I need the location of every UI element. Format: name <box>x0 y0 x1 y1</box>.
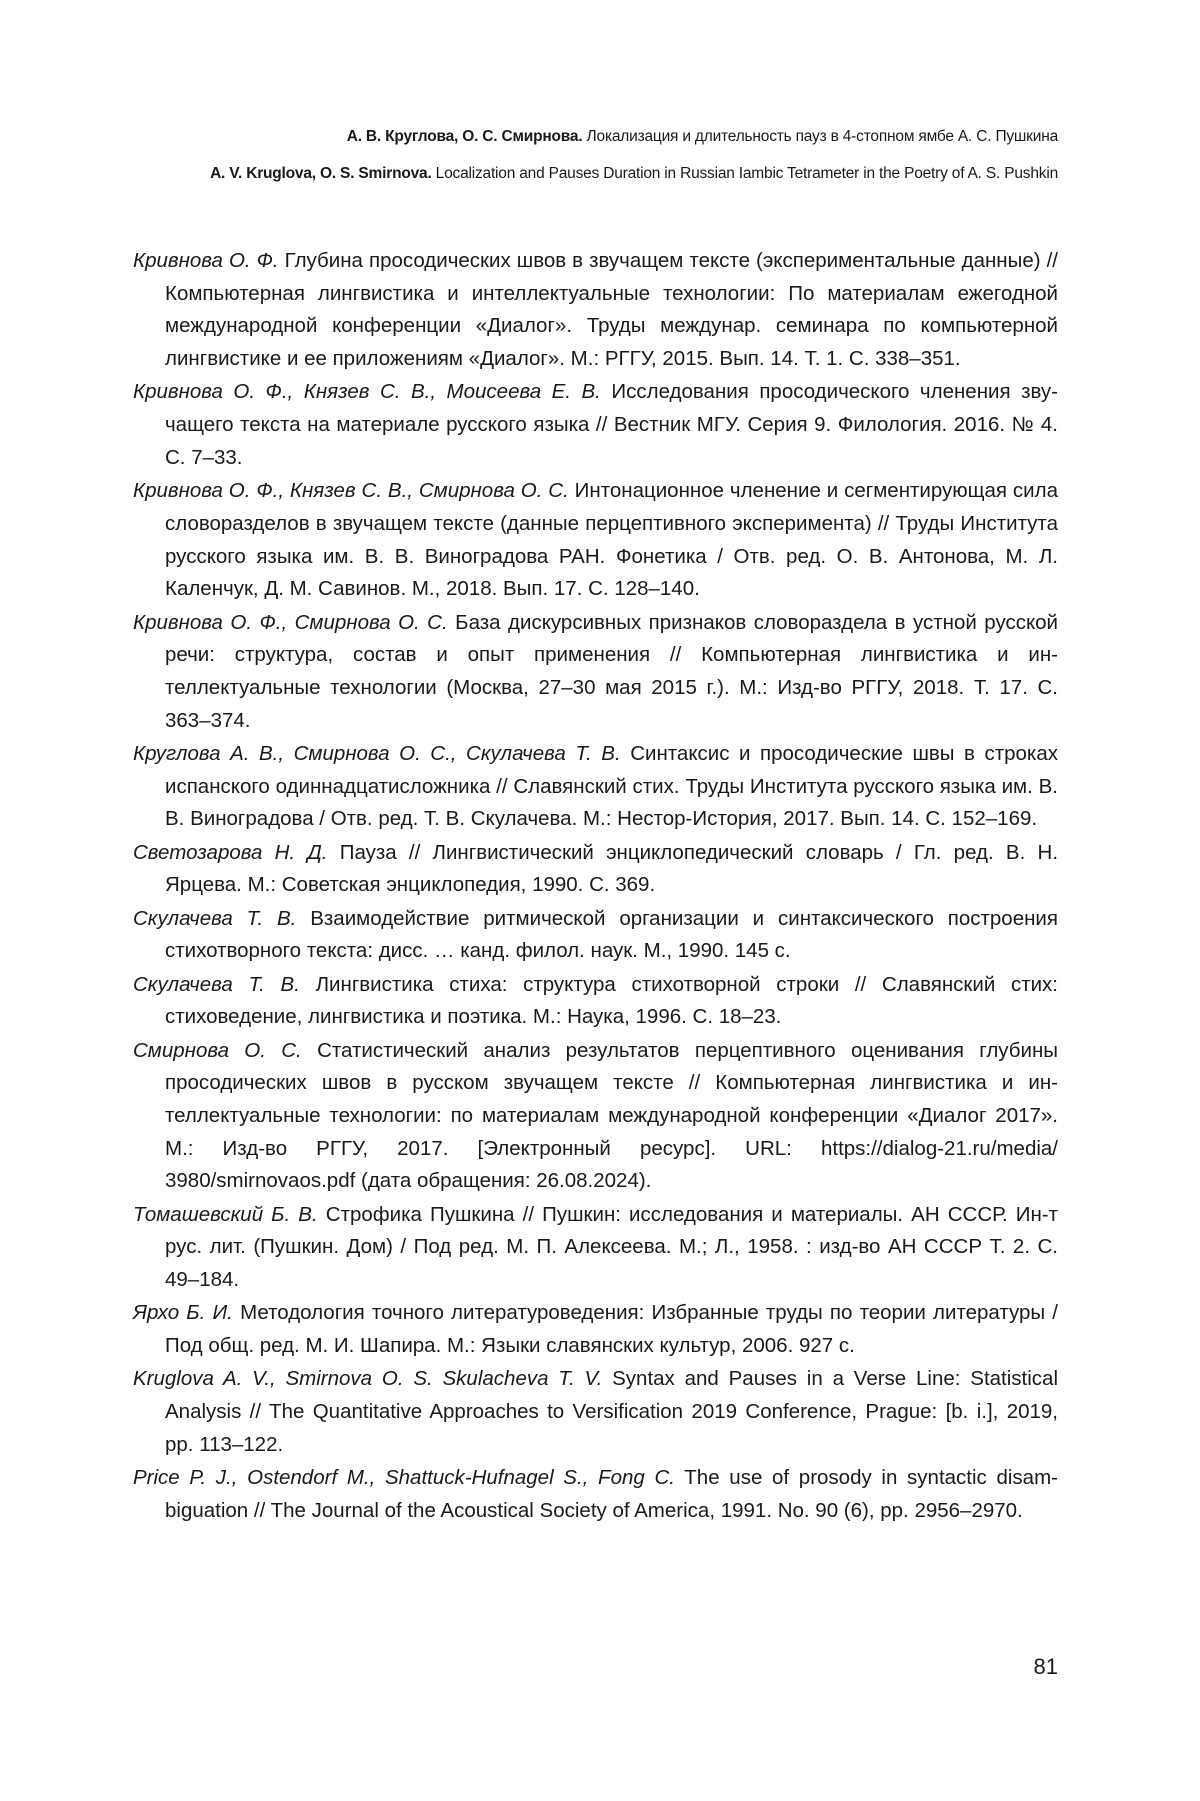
reference-entry <box>133 607 1058 738</box>
reference-authors: Томашевский Б. В. <box>133 1202 318 1226</box>
reference-entry <box>133 969 1058 1034</box>
running-head-russian <box>133 126 1058 148</box>
reference-authors: Светозарова Н. Д. <box>133 840 328 864</box>
reference-entry <box>133 903 1058 968</box>
reference-entry <box>133 475 1058 606</box>
reference-authors: Смирнова О. С. <box>133 1038 302 1062</box>
reference-text: Строфика Пушкина // Пушкин: исследования и материалы. АН СССР. Ин-т рус. лит. (Пушкин. Дом) / Под ред. М. П. Алексеева. М.; Л., 1958. : изд-во АН СССР Т. 2. С. 49–184. <box>165 1202 1058 1292</box>
reference-entry <box>133 376 1058 474</box>
running-head-ru-authors: А. В. Круглова, О. С. Смирнова. <box>346 128 583 145</box>
running-head-english <box>133 163 1058 185</box>
reference-authors: Price P. J., Ostendorf M., Shattuck-Hufnagel S., Fong C. <box>133 1466 675 1490</box>
reference-text: Исследования просодического членения звучащего текста на материале русского языка // Вестник МГУ. Серия 9. Филология. 2016. № 4. С. 7–33. <box>165 380 1058 469</box>
reference-text: Пауза // Лингвистический энциклопедический словарь / Гл. ред. В. Н. Ярцева. М.: Советская энциклопедия, 1990. С. 369. <box>165 840 1059 897</box>
reference-text: Глубина просодических швов в звучащем тексте (экспериментальные данные) // Компьютерная лингвистика и интеллектуальные технологии: По материалам ежегодной международной конференции «Диалог». Труды междунар. семинара по компьютерной лингвистике и ее приложениям «Диалог». М.: РГГУ, 2015. Вып. 14. Т. 1. С. 338–351. <box>165 249 1058 371</box>
reference-text: Синтаксис и просодические швы в строках испанского одиннадцатисложника // Славянский стих. Труды Института русского языка им. В. В. Виноградова / Отв. ред. Т. В. Скулачева. М.: Нестор-История, 2017. Вып. 14. С. 152–169. <box>165 741 1058 831</box>
reference-authors: Скулачева Т. В. <box>133 906 297 930</box>
reference-entry <box>133 738 1058 836</box>
reference-authors: Кривнова О. Ф., Смирнова О. С. <box>133 610 448 634</box>
reference-entry <box>133 837 1058 902</box>
reference-authors: Kruglova A. V., Smirnova O. S. Skulacheva T. V. <box>133 1367 603 1391</box>
reference-authors: Кривнова О. Ф., Князев С. В., Смирнова О. С. <box>133 479 569 503</box>
reference-authors: Кривнова О. Ф., Князев С. В., Моисеева Е. В. <box>133 380 601 404</box>
reference-text: База дискурсивных признаков словораздела в устной русской речи: структура, состав и опыт применения // Компьютерная лингвистика и интеллектуальные технологии (Москва, 27–30 мая 2015 г.). М.: Изд-во РГГУ, 2018. Т. 17. С. 363–374. <box>165 610 1059 732</box>
reference-text: Взаимодействие ритмической организации и синтаксического построения стихотворного текста: дисс. … канд. филол. наук. М., 1990. 145 с. <box>165 906 1058 963</box>
references-list <box>133 245 1058 1528</box>
reference-authors: Скулачева Т. В. <box>133 972 300 996</box>
reference-text: Методология точного литературоведения: Избранные труды по теории литературы / Под общ. ред. М. И. Шапира. М.: Языки славянских культур, 2006. 927 с. <box>165 1301 1058 1358</box>
reference-authors: Круглова А. В., Смирнова О. С., Скулачева Т. В. <box>133 741 621 765</box>
reference-entry <box>133 245 1058 376</box>
reference-entry <box>133 1297 1058 1362</box>
reference-authors: Кривнова О. Ф. <box>133 249 279 272</box>
reference-authors: Ярхо Б. И. <box>133 1301 233 1325</box>
reference-entry <box>133 1462 1058 1527</box>
reference-entry <box>133 1363 1058 1461</box>
reference-text: Интонационное членение и сегментирующая сила словоразделов в звучащем тексте (данные перцептивного эксперимента) // Труды Института русского языка им. В. В. Виноградова РАН. Фонетика / Отв. ред. О. В. Антонова, М. Л. Каленчук, Д. М. Савинов. М., 2018. Вып. 17. С. 128–140. <box>165 479 1058 601</box>
page-number: 81 <box>1033 1654 1058 1679</box>
reference-entry <box>133 1199 1058 1297</box>
running-head-ru-title: Локализация и длительность пауз в 4-стопном ямбе А. С. Пушкина <box>586 128 1058 145</box>
reference-text: Статистический анализ результатов перцептивного оценивания глубины просодических швов в русском звучащем тексте // Компьютерная лингвистика и интеллектуальные технологии: по материалам международной конференции «Диалог 2017». М.: Изд-во РГГУ, 2017. [Электронный ресурс]. URL: https://dialog-21.ru/media/ 3980/smirnovaos.pdf (дата обращения: 26.08.2024). <box>165 1038 1059 1193</box>
reference-entry <box>133 1035 1058 1199</box>
reference-text: The use of prosody in syntactic disambiguation // The Journal of the Acoustical Society of America, 1991. No. 90 (6), pp. 2956–2970. <box>165 1466 1058 1522</box>
reference-text: Лингвистика стиха: структура стихотворной строки // Славянский стих: стиховедение, лингвистика и поэтика. М.: Наука, 1996. С. 18–23. <box>165 972 1058 1029</box>
reference-text: Syntax and Pauses in a Verse Line: Statistical Analysis // The Quantitative Approaches to Versification 2019 Conference, Prague: [b. i.], 2019, pp. 113–122. <box>165 1367 1059 1456</box>
running-head-en-authors: A. V. Kruglova, O. S. Smirnova. <box>210 165 432 182</box>
running-head-en-title: Localization and Pauses Duration in Russian Iambic Tetrameter in the Poetry of A. S. Pushkin <box>435 165 1058 182</box>
